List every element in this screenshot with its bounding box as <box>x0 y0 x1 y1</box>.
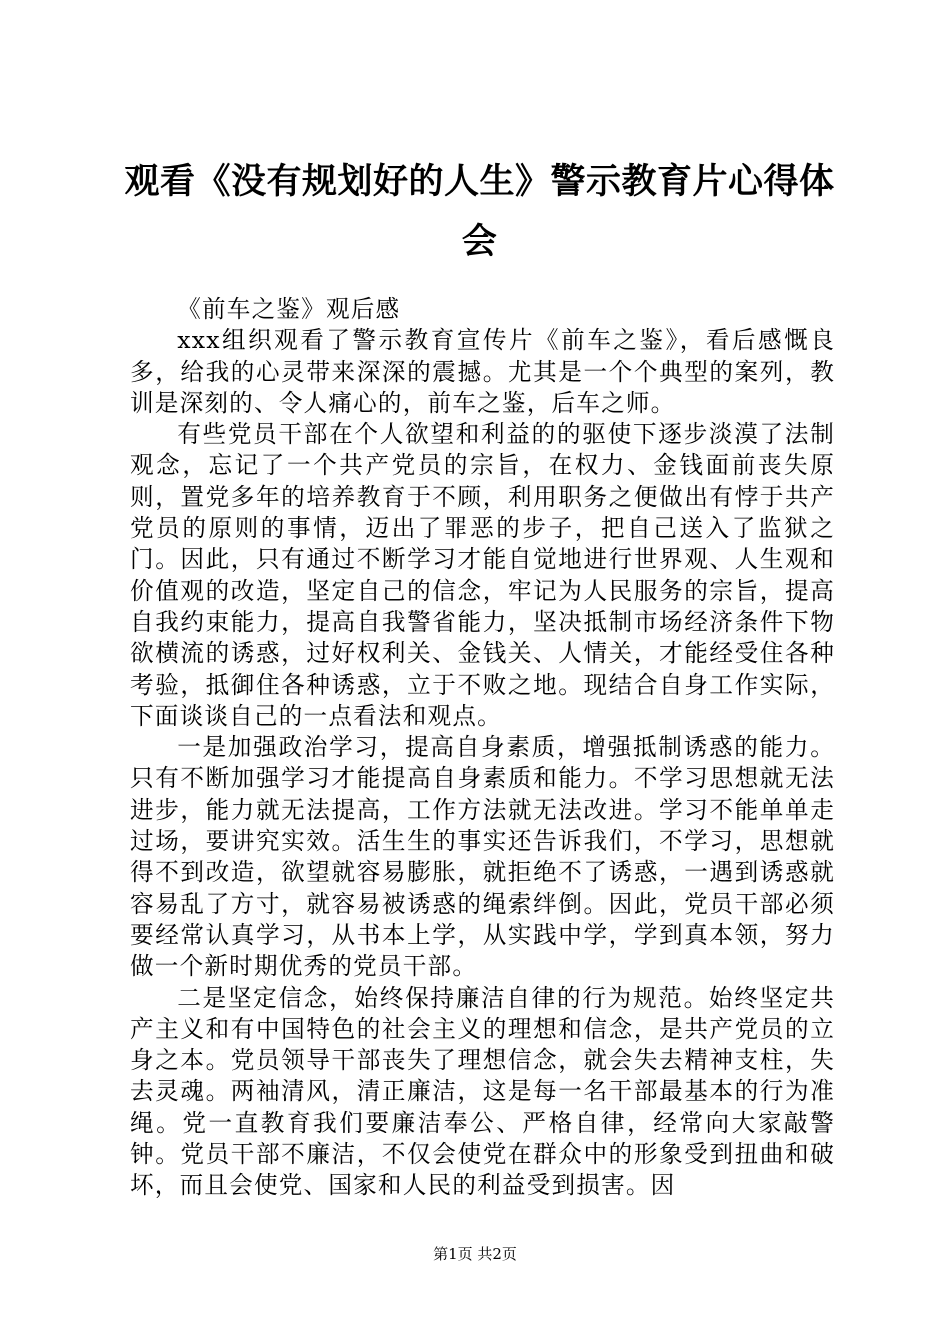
page-title: 观看《没有规划好的人生》警示教育片心得体会 <box>124 162 835 262</box>
paragraph-background: 有些党员干部在个人欲望和利益的的驱使下逐步淡漠了法制观念，忘记了一个共产党员的宗旨，在权力、金钱面前丧失原则，置党多年的培养教育于不顾，利用职务之便做出有悖于共产党员的原则的事情，迈出了罪恶的步子，把自己送入了监狱之门。因此，只有通过不断学习才能自觉地进行世界观、人生观和价值观的改造，坚定自己的信念，牢记为人民服务的宗旨，提高自我约束能力，提高自我警省能力，坚决抵制市场经济条件下物欲横流的诱惑，过好权利关、金钱关、人情关，才能经受住各种考验，抵御住各种诱惑，立于不败之地。现结合自身工作实际，下面谈谈自己的一点看法和观点。 <box>130 420 835 730</box>
document-subtitle: 《前车之鉴》观后感 <box>177 295 401 323</box>
paragraph-point-two: 二是坚定信念，始终保持廉洁自律的行为规范。始终坚定共产主义和有中国特色的社会主义的理想和信念，是共产党员的立身之本。党员领导干部丧失了理想信念，就会失去精神支柱，失去灵魂。两袖清风，清正廉洁，这是每一名干部最基本的行为准绳。党一直教育我们要廉洁奉公、严格自律，经常向大家敲警钟。党员干部不廉洁，不仅会使党在群众中的形象受到扭曲和破坏，而且会使党、国家和人民的利益受到损害。因 <box>130 983 835 1200</box>
document-body <box>130 294 835 1202</box>
page-footer: 第1页 共2页 <box>433 1245 517 1263</box>
paragraph-intro: xxx组织观看了警示教育宣传片《前车之鉴》，看后感慨良多，给我的心灵带来深深的震撼。尤其是一个个典型的案列，教训是深刻的、令人痛心的，前车之鉴，后车之师。 <box>130 326 835 417</box>
paragraph-point-one: 一是加强政治学习，提高自身素质，增强抵制诱惑的能力。只有不断加强学习才能提高自身素质和能力。不学习思想就无法进步，能力就无法提高，工作方法就无法改进。学习不能单单走过场，要讲究实效。活生生的事实还告诉我们，不学习，思想就得不到改造，欲望就容易膨胀，就拒绝不了诱惑，一遇到诱惑就容易乱了方寸，就容易被诱惑的绳索绊倒。因此，党员干部必须要经常认真学习，从书本上学，从实践中学，学到真本领，努力做一个新时期优秀的党员干部。 <box>130 733 835 981</box>
